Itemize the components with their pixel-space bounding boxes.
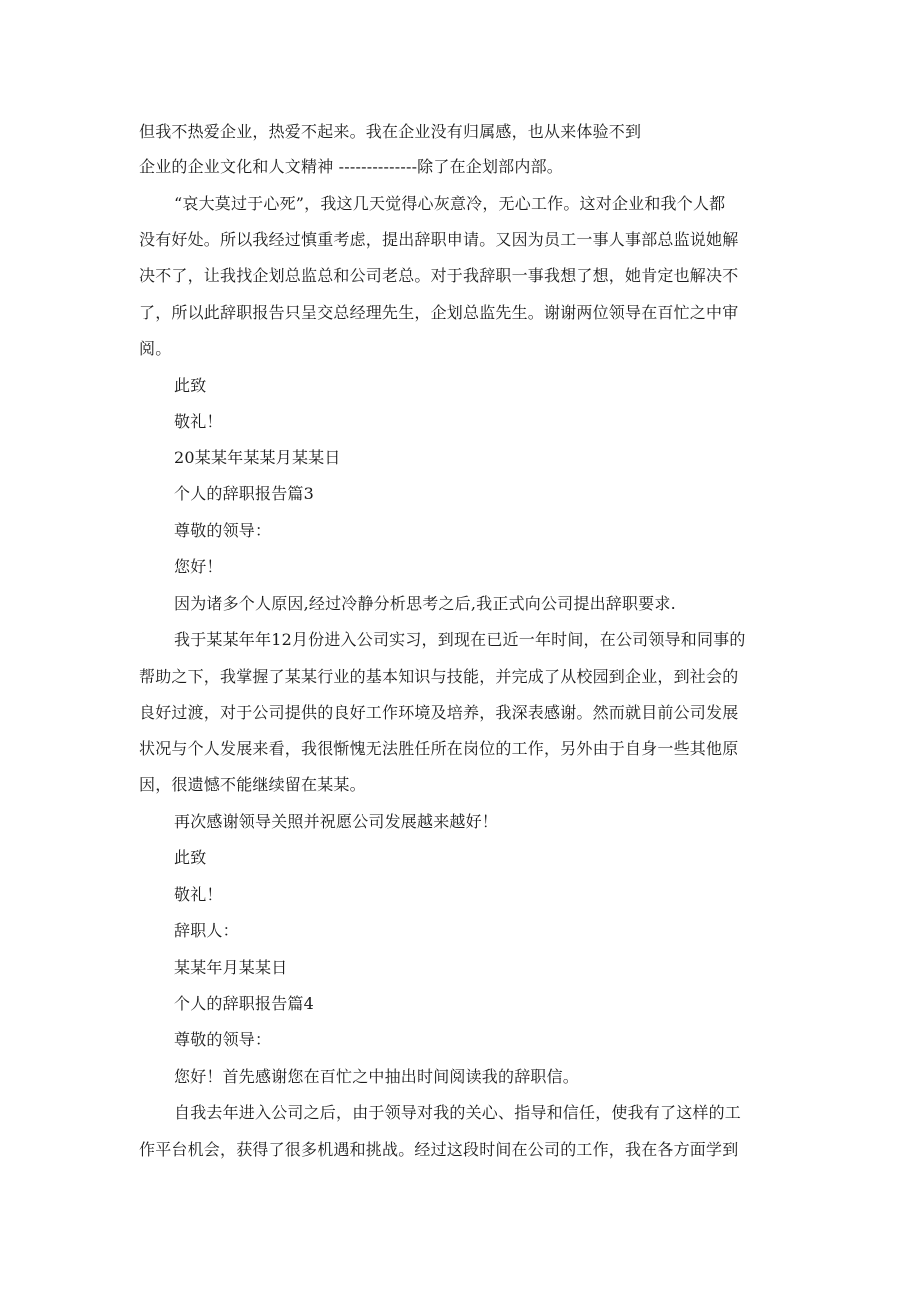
greeting: 尊敬的领导： [174, 1030, 272, 1049]
section-title: 个人的辞职报告篇4 [174, 994, 314, 1013]
closing-salutation: 此致 [174, 848, 207, 867]
paragraph-line: 作平台机会，获得了很多机遇和挑战。经过这段时间在公司的工作，我在各方面学到 [139, 1140, 739, 1159]
closing-salutation: 此致 [174, 376, 207, 395]
closing-regards: 敬礼！ [174, 412, 223, 431]
date-line: 20某某年某某月某某日 [174, 448, 341, 467]
paragraph-line: “哀大莫过于心死”，我这几天觉得心灰意冷，无心工作。这对企业和我个人都 [174, 194, 726, 213]
greeting-hello: 您好！ [174, 557, 223, 576]
paragraph-line: 了，所以此辞职报告只呈交总经理先生，企划总监先生。谢谢两位领导在百忙之中审 [139, 303, 739, 322]
paragraph-line: 良好过渡，对于公司提供的良好工作环境及培养，我深表感谢。然而就目前公司发展 [139, 703, 739, 722]
section-title: 个人的辞职报告篇3 [174, 484, 314, 503]
paragraph-line: 因为诸多个人原因,经过冷静分析思考之后,我正式向公司提出辞职要求. [174, 594, 676, 613]
paragraph-line: 我于某某年年12月份进入公司实习，到现在已近一年时间，在公司领导和同事的 [174, 630, 746, 649]
paragraph-line: 状况与个人发展来看，我很惭愧无法胜任所在岗位的工作，另外由于自身一些其他原 [139, 739, 739, 758]
paragraph-line: 帮助之下，我掌握了某某行业的基本知识与技能，并完成了从校园到企业，到社会的 [139, 667, 739, 686]
paragraph-line: 企业的企业文化和人文精神 --------------除了在企划部内部。 [139, 157, 563, 176]
paragraph-line: 自我去年进入公司之后，由于领导对我的关心、指导和信任，使我有了这样的工 [174, 1103, 742, 1122]
greeting: 尊敬的领导： [174, 521, 272, 540]
paragraph-line: 阅。 [139, 339, 172, 358]
paragraph-line: 决不了，让我找企划总监总和公司老总。对于我辞职一事我想了想，她肯定也解决不 [139, 266, 739, 285]
date-line: 某某年月某某日 [174, 958, 288, 977]
paragraph-line: 但我不热爱企业，热爱不起来。我在企业没有归属感，也从来体验不到 [139, 122, 642, 141]
paragraph-line: 没有好处。所以我经过慎重考虑，提出辞职申请。又因为员工一事人事部总监说她解 [139, 230, 739, 249]
closing-regards: 敬礼！ [174, 885, 223, 904]
paragraph-line: 再次感谢领导关照并祝愿公司发展越来越好！ [174, 812, 499, 831]
paragraph-line: 因，很遗憾不能继续留在某某。 [139, 775, 366, 794]
paragraph-line: 您好！首先感谢您在百忙之中抽出时间阅读我的辞职信。 [174, 1067, 580, 1086]
signature-label: 辞职人： [174, 921, 239, 940]
